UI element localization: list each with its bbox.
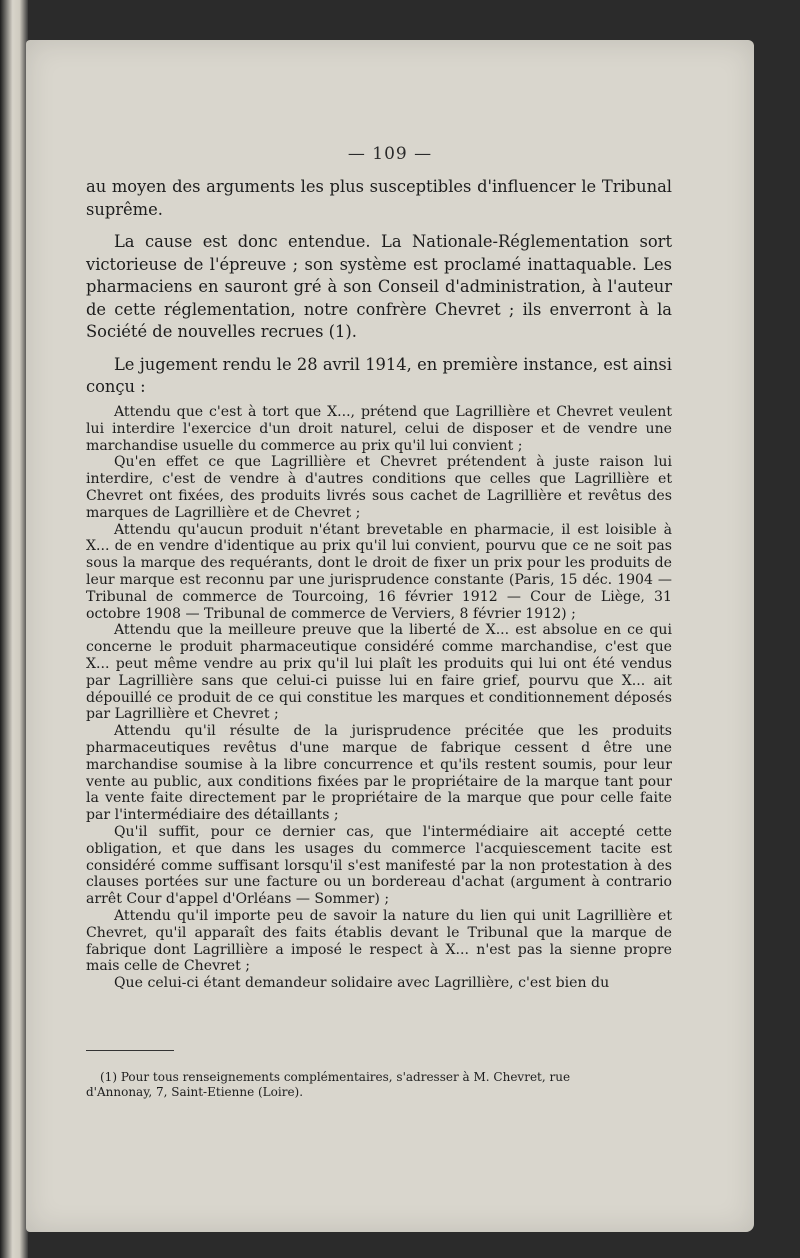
judgment-paragraph: Attendu qu'il importe peu de savoir la nature du lien qui unit Lagrillière et Chevret, qu'il apparaît des faits établis devant le Tribunal que la marque de fabrique dont Lagrillière a imposé le respect à X... n'est pas la sienne propre mais celle de Chevret ; xyxy=(86,907,672,975)
intro-text xyxy=(86,176,672,399)
judgment-paragraph: Attendu qu'il résulte de la jurisprudence précitée que les produits pharmaceutiques revêtus d'une marque de fabrique cessent d être une marchandise soumise à la libre concurrence et qu'ils restent soumis, pour leur vente au public, aux conditions fixées par le propriétaire de la marque tant pour la vente faite directement par le propriétaire de la marque que pour celle faite par l'intermédiaire des détaillants ; xyxy=(86,723,672,824)
judgment-paragraph: Que celui-ci étant demandeur solidaire avec Lagrillière, c'est bien du xyxy=(114,975,610,992)
intro-paragraph-1: au moyen des arguments les plus susceptibles d'influencer le Tribunal suprême. xyxy=(86,177,672,219)
judgment-paragraph: Attendu qu'aucun produit n'étant brevetable en pharmacie, il est loisible à X... de en vendre d'identique au prix qu'il lui convient, pourvu que ce ne soit pas sous la marque des requérants, dont le droit de fixer un prix pour les produits de leur marque est reconnu par une jurisprudence constante (Paris, 15 déc. 1904 — Tribunal de commerce de Tourcoing, 16 février 1912 — Cour de Liège, 31 octobre 1908 — Tribunal de commerce de Verviers, 8 février 1912) ; xyxy=(86,521,672,622)
footnote-separator xyxy=(86,1050,174,1051)
footnote-line-2: d'Annonay, 7, Saint-Etienne (Loire). xyxy=(86,1085,304,1099)
book-spine xyxy=(0,0,28,1258)
judgment-paragraph: Qu'en effet ce que Lagrillière et Chevret prétendent à juste raison lui interdire, c'est de vendre à d'autres conditions que celles que Lagrillière et Chevret ont fixées, des produits livrés sous cachet de Lagrillière et revêtus des marques de Lagrillière et de Chevret ; xyxy=(86,454,672,521)
judgment-text xyxy=(86,404,672,992)
footnote xyxy=(86,1070,672,1100)
footnote-line-1: (1) Pour tous renseignements complémentaires, s'adresser à M. Chevret, rue xyxy=(100,1070,571,1084)
judgment-paragraph: Attendu que c'est à tort que X..., prétend que Lagrillière et Chevret veulent lui interdire l'exercice d'un droit naturel, celui de disposer et de vendre une marchandise usuelle du commerce au prix qu'il lui convient ; xyxy=(86,404,672,454)
page-number: — 109 — xyxy=(347,144,433,164)
intro-paragraph-3: Le jugement rendu le 28 avril 1914, en première instance, est ainsi conçu : xyxy=(86,354,672,396)
book-page xyxy=(26,40,754,1232)
judgment-paragraph: Attendu que la meilleure preuve que la liberté de X... est absolue en ce qui concerne le produit pharmaceutique considéré comme marchandise, c'est que X... peut même vendre au prix qu'il lui plaît les produits qui lui ont été vendus par Lagrillière sans que celui-ci puisse lui en faire grief, pourvu que X... ait dépouillé ce produit de ce qui constitue les marques et conditionnement déposés par Lagrillière et Chevret ; xyxy=(86,622,672,723)
judgment-paragraph: Qu'il suffit, pour ce dernier cas, que l'intermédiaire ait accepté cette obligation, et que dans les usages du commerce l'acquiescement tacite est considéré comme suffisant lorsqu'il s'est manifesté par la non protestation à des clauses portées sur une facture ou un bordereau d'achat (argument à contrario arrêt Cour d'appel d'Orléans — Sommer) ; xyxy=(86,823,672,908)
intro-paragraph-2: La cause est donc entendue. La Nationale-Réglementation sort victorieuse de l'épreuve ; son système est proclamé inattaquable. Les pharmaciens en sauront gré à son Conseil d'administration, à l'auteur de cette réglementation, notre confrère Chevret ; ils enverront à la Société de nouvelles recrues (1). xyxy=(86,232,672,341)
